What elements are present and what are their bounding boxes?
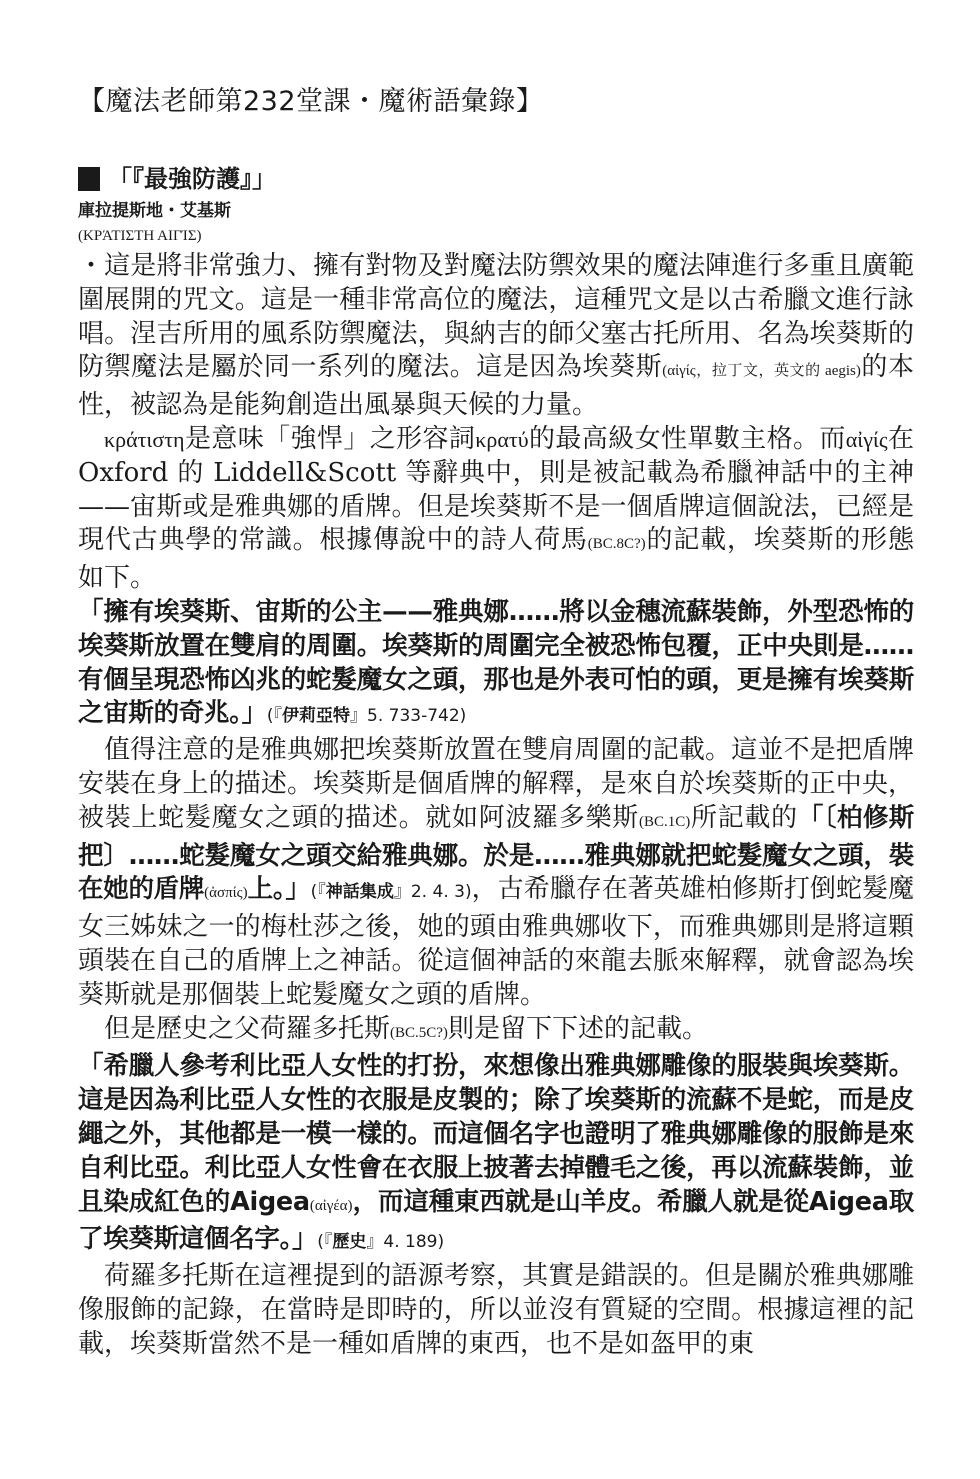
- p3-text-b: 所記載的: [690, 802, 798, 833]
- term-greek: (ΚΡΆΤΙΣΤΗ ΑΙΓΊΣ): [78, 228, 202, 244]
- p3-citation: [311, 882, 472, 902]
- document-page: [78, 82, 914, 1362]
- q1-cite-open: (『: [266, 706, 282, 727]
- p2-greek-a: κράτιστη: [104, 426, 185, 452]
- p2-text-g: 的記載，埃葵斯的形態如下。: [78, 525, 914, 594]
- q1-citation: [267, 706, 466, 726]
- paragraph-2: [78, 423, 914, 596]
- paragraph-1: [78, 250, 914, 423]
- term-title: 「『最強防護』」: [108, 165, 276, 193]
- term-title-row: [78, 162, 914, 196]
- term-entry: [78, 162, 914, 248]
- quote-histories: [78, 1050, 914, 1260]
- p1-text: ・這是將非常強力、擁有對物及對魔法防禦效果的魔法陣進行多重且廣範圍展開的咒文。這是一種非常高位的魔法，這種咒文是以古希臘文進行詠唱。涅吉所用的風系防禦魔法，與納吉的師父塞古托所用、名為埃葵斯的防禦魔法是屬於同一系列的魔法。這是因為埃葵斯: [78, 251, 914, 383]
- q1-text: 「擁有埃葵斯、宙斯的公主——雅典娜……將以金穗流蘇裝飾，外型恐怖的埃葵斯放置在雙肩的周圍。埃葵斯的周圍完全被恐怖包覆，正中央則是……有個呈現恐怖凶兆的蛇髮魔女之頭，那也是外表可怕的頭，更是擁有埃葵斯之宙斯的奇兆。」: [78, 596, 914, 729]
- black-square-bullet-icon: [78, 167, 100, 191]
- term-reading: 庫拉提斯地・艾基斯: [78, 201, 231, 221]
- q2-cite-title: 歷史: [332, 1232, 367, 1253]
- p3-quote-note: (ἀσπίς): [204, 885, 248, 902]
- q2-note: (αἰγέα): [309, 1197, 353, 1214]
- p3-note: (BC.1C): [639, 813, 691, 830]
- paragraph-5: 荷羅多托斯在這裡提到的語源考察，其實是錯誤的。但是關於雅典娜雕像服飾的記錄，在當時是即時的，所以並沒有質疑的空間。根據這裡的記載，埃葵斯當然不是一種如盾牌的東西，也不是如盔甲的東: [78, 1261, 914, 1359]
- p2-text-f: 在 Oxford 的 Liddell&Scott 等辭典中，則是被記載為希臘神話中的主神——宙斯或是雅典娜的盾牌。但是埃葵斯不是一個盾牌這個說法，已經是現代古典學的常識。根據傳說中的詩人荷馬: [78, 423, 914, 556]
- p4-note: (BC.5C?): [390, 1024, 448, 1041]
- quote-iliad: [78, 596, 914, 734]
- paragraph-4: [78, 1013, 914, 1051]
- p2-greek-c: κρατύ: [475, 426, 529, 452]
- p1-note: (αἰγίς，拉丁文，英文的 aegis): [662, 363, 861, 380]
- p2-text-b: 是意味「強悍」之形容詞: [184, 423, 476, 454]
- q1-cite-title: 伊莉亞特: [282, 706, 350, 727]
- section-header: 【魔法老師第232堂課・魔術語彙錄】: [78, 86, 544, 117]
- q2-text-end: ，而這種東西就是山羊皮。希臘人就是從Aigea取了埃葵斯這個名字。」: [78, 1186, 914, 1255]
- p1-tail: 的本性，被認為是能夠創造出風暴與天候的力量。: [78, 352, 914, 421]
- p4-text-b: 則是留下下述的記載。: [447, 1013, 708, 1044]
- p3-text-a: 值得注意的是雅典娜把埃葵斯放置在雙肩周圍的記載。這並不是把盾牌安裝在身上的描述。埃葵斯是個盾牌的解釋，是來自於埃葵斯的正中央，被裝上蛇髮魔女之頭的描述。就如阿波羅多樂斯: [78, 735, 914, 833]
- p3-quote-text: 「〔柏修斯把〕……蛇髮魔女之頭交給雅典娜。於是……雅典娜就把蛇髮魔女之頭，裝在她的盾牌: [78, 802, 914, 905]
- p4-text-a: 但是歷史之父荷羅多托斯: [104, 1013, 391, 1044]
- q2-text: 「希臘人參考利比亞人女性的打扮，來想像出雅典娜雕像的服裝與埃葵斯。這是因為利比亞人女性的衣服是皮製的；除了埃葵斯的流蘇不是蛇，而是皮繩之外，其他都是一模一樣的。而這個名字也證明了雅典娜雕像的服飾是來自利比亞。利比亞人女性會在衣服上披著去掉體毛之後，再以流蘇裝飾，並且染成紅色的Aigea: [78, 1051, 914, 1217]
- q2-cite-close: 』4. 189): [366, 1232, 445, 1253]
- p2-text-d: 的最高級女性單數主格。而: [528, 423, 846, 454]
- p2-note: (BC.8C?): [587, 536, 646, 553]
- paragraph-3: [78, 734, 914, 1012]
- q1-cite-close: 』5. 733-742): [350, 706, 467, 727]
- p3-cite-title: 神話集成: [325, 882, 394, 903]
- p3-quote-end: 上。」: [247, 874, 311, 905]
- p3-cite-close: 』2. 4. 3): [393, 882, 472, 903]
- p2-greek-e: αἰγίς: [845, 426, 888, 452]
- p3-text-c: ，古希臘存在著英雄柏修斯打倒蛇髮魔女三姊妹之一的梅杜莎之後，她的頭由雅典娜收下，而雅典娜則是將這顆頭裝在自己的盾牌上之神話。從這個神話的來龍去脈來解釋，就會認為埃葵斯就是那個裝上蛇髮魔女之頭的盾牌。: [78, 874, 914, 1010]
- p3-cite-open: (『: [310, 882, 326, 903]
- q2-cite-open: (『: [317, 1232, 333, 1253]
- q2-citation: [317, 1232, 444, 1252]
